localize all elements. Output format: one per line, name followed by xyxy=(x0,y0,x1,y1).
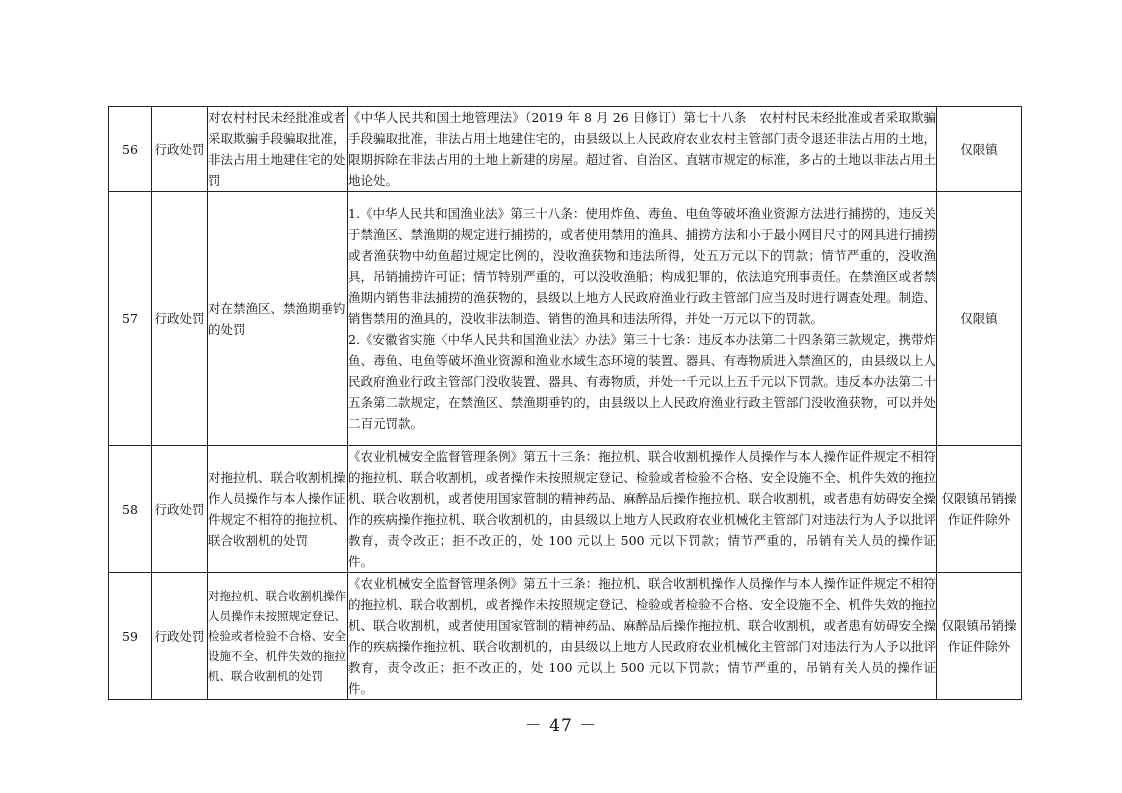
penalty-item: 对拖拉机、联合收割机操作人员操作未按照规定登记、检验或者检验不合格、安全设施不全、机件失效的拖拉机、联合收割机的处罚 xyxy=(208,573,348,700)
legal-basis-paragraph: 1.《中华人民共和国渔业法》第三十八条：使用炸鱼、毒鱼、电鱼等破坏渔业资源方法进行捕捞的，违反关于禁渔区、禁渔期的规定进行捕捞的，或者使用禁用的渔具、捕捞方法和小于最小网目尺寸的网具进行捕捞或者渔获物中幼鱼超过规定比例的，没收渔获物和违法所得，处五万元以下的罚款；情节严重的，没收渔具，吊销捕捞许可证；情节特别严重的，可以没收渔船；构成犯罪的，依法追究刑事责任。在禁渔区或者禁渔期内销售非法捕捞的渔获物的，县级以上地方人民政府渔业行政主管部门应当及时进行调查处理。制造、销售禁用的渔具的，没收非法制造、销售的渔具和违法所得，并处一万元以下的罚款。 xyxy=(348,206,936,326)
penalty-type: 行政处罚 xyxy=(152,446,208,573)
remark: 仅限镇吊销操作证件除外 xyxy=(937,446,1022,573)
table-row xyxy=(109,446,1022,573)
legal-basis xyxy=(348,192,937,446)
legal-basis-paragraph: 《中华人民共和国土地管理法》（2019 年 8 月 26 日修订）第七十八条 农村村民未经批准或者采取欺骗手段骗取批准，非法占用土地建住宅的，由县级以上人民政府农业农村主管部门责令退还非法占用的土地，限期拆除在非法占用的土地上新建的房屋。超过省、自治区、直辖市规定的标准，多占的土地以非法占用土地论处。 xyxy=(348,110,936,188)
legal-basis xyxy=(348,446,937,573)
row-number: 57 xyxy=(109,192,152,446)
penalty-item: 对农村村民未经批准或者采取欺骗手段骗取批准，非法占用土地建住宅的处罚 xyxy=(208,107,348,192)
page-number: － 47 － xyxy=(524,716,598,736)
table-row xyxy=(109,107,1022,192)
penalty-item: 对在禁渔区、禁渔期垂钓的处罚 xyxy=(208,192,348,446)
penalty-type: 行政处罚 xyxy=(152,192,208,446)
legal-basis-paragraph: 《农业机械安全监督管理条例》第五十三条：拖拉机、联合收割机操作人员操作与本人操作证件规定不相符的拖拉机、联合收割机，或者操作未按照规定登记、检验或者检验不合格、安全设施不全、机件失效的拖拉机、联合收割机，或者使用国家管制的精神药品、麻醉品后操作拖拉机、联合收割机，或者患有妨碍安全操作的疾病操作拖拉机、联合收割机的，由县级以上地方人民政府农业机械化主管部门对违法行为人予以批评教育，责令改正；拒不改正的，处 100 元以上 500 元以下罚款；情节严重的，吊销有关人员的操作证件。 xyxy=(348,449,936,569)
row-number: 58 xyxy=(109,446,152,573)
row-number: 59 xyxy=(109,573,152,700)
row-number: 56 xyxy=(109,107,152,192)
penalty-type: 行政处罚 xyxy=(152,573,208,700)
penalty-type: 行政处罚 xyxy=(152,107,208,192)
legal-basis xyxy=(348,107,937,192)
table-row xyxy=(109,573,1022,700)
remark: 仅限镇 xyxy=(937,192,1022,446)
penalty-item: 对拖拉机、联合收割机操作人员操作与本人操作证件规定不相符的拖拉机、联合收割机的处罚 xyxy=(208,446,348,573)
legal-basis-paragraph: 《农业机械安全监督管理条例》第五十三条：拖拉机、联合收割机操作人员操作与本人操作证件规定不相符的拖拉机、联合收割机，或者操作未按照规定登记、检验或者检验不合格、安全设施不全、机件失效的拖拉机、联合收割机，或者使用国家管制的精神药品、麻醉品后操作拖拉机、联合收割机，或者患有妨碍安全操作的疾病操作拖拉机、联合收割机的，由县级以上地方人民政府农业机械化主管部门对违法行为人予以批评教育，责令改正；拒不改正的，处 100 元以上 500 元以下罚款；情节严重的，吊销有关人员的操作证件。 xyxy=(348,576,936,696)
penalty-items-table xyxy=(108,106,1022,700)
legal-basis xyxy=(348,573,937,700)
table-row xyxy=(109,192,1022,446)
remark: 仅限镇 xyxy=(937,107,1022,192)
remark: 仅限镇吊销操作证件除外 xyxy=(937,573,1022,700)
legal-basis-paragraph: 2.《安徽省实施〈中华人民共和国渔业法〉办法》第三十七条：违反本办法第二十四条第三款规定，携带炸鱼、毒鱼、电鱼等破坏渔业资源和渔业水域生态环境的装置、器具、有毒物质进入禁渔区的，由县级以上人民政府渔业行政主管部门没收装置、器具、有毒物质，并处一千元以上五千元以下罚款。违反本办法第二十五条第二款规定，在禁渔区、禁渔期垂钓的，由县级以上人民政府渔业行政主管部门没收渔获物，可以并处二百元罚款。 xyxy=(348,332,936,431)
